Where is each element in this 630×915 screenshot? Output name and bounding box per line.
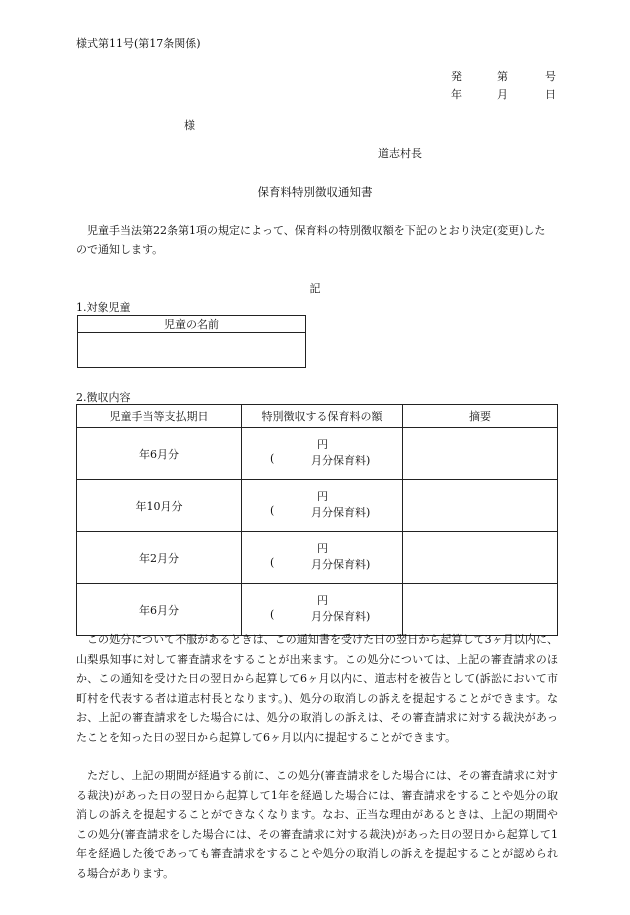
ki-label: 記 xyxy=(309,282,321,295)
issue-go: 号 xyxy=(545,70,556,83)
col-remarks: 摘要 xyxy=(403,405,558,428)
table-row xyxy=(77,532,558,584)
form-number: 様式第11号(第17条関係) xyxy=(76,37,201,50)
document-title: 保育料特別徴収通知書 xyxy=(257,185,373,199)
yen-label: 円 xyxy=(317,542,328,555)
child-name-header: 児童の名前 xyxy=(78,316,306,333)
amount-cell xyxy=(242,428,403,480)
date-month: 月 xyxy=(497,88,508,101)
amount-cell xyxy=(242,584,403,636)
table-row xyxy=(77,480,558,532)
period-cell: 年6月分 xyxy=(77,584,242,636)
issue-dai: 第 xyxy=(497,70,508,83)
date-year: 年 xyxy=(451,88,462,101)
yen-label: 円 xyxy=(317,490,328,503)
issue-hatsu: 発 xyxy=(451,70,462,83)
period-cell: 年6月分 xyxy=(77,428,242,480)
month-fee-label: 月分保育料) xyxy=(311,558,371,571)
intro-paragraph: 児童手当法第22条第1項の規定によって、保育料の特別徴収額を下記のとおり決定(変更)したので通知します。 xyxy=(76,224,546,256)
appeal-notice-paragraph: この処分について不服があるときは、この通知書を受けた日の翌日から起算して3ヶ月以内に、山梨県知事に対して審査請求をすることが出来ます。この処分については、上記の審査請求のほか、この通知を受けた日の翌日から起算して6ヶ月以内に、道志村を被告として(訴訟において市町村を代表する者は道志村長となります。)、処分の取消しの訴えを提起することができます。なお、上記の審査請求をした場合には、処分の取消しの訴えは、その審査請求に対する裁決があったことを知った日の翌日から起算して6ヶ月以内に提起することができます。 xyxy=(76,633,558,744)
appeal-limit-paragraph: ただし、上記の期間が経過する前に、この処分(審査請求をした場合には、その審査請求に対する裁決)があった日の翌日から起算して1年を経過した場合には、審査請求をすることや処分の取消しの訴えを提起することができなくなります。なお、正当な理由があるときは、上記の期間やこの処分(審査請求をした場合には、その審査請求に対する裁決)があった日の翌日から起算して1年を経過した後であっても審査請求をすることや処分の取消しの訴えを提起することが認められる場合があります。 xyxy=(76,769,558,880)
col-amount: 特別徴収する保育料の額 xyxy=(242,405,403,428)
col-payment-date: 児童手当等支払期日 xyxy=(77,405,242,428)
paren-open: ( xyxy=(270,556,275,569)
period-cell: 年10月分 xyxy=(77,480,242,532)
table-row xyxy=(77,584,558,636)
remarks-cell xyxy=(403,584,558,636)
month-fee-label: 月分保育料) xyxy=(311,610,371,623)
paren-open: ( xyxy=(270,504,275,517)
paren-open: ( xyxy=(270,608,275,621)
table-row xyxy=(77,428,558,480)
section2-heading: 2.徴収内容 xyxy=(76,391,131,404)
yen-label: 円 xyxy=(317,594,328,607)
remarks-cell xyxy=(403,532,558,584)
remarks-cell xyxy=(403,480,558,532)
yen-label: 円 xyxy=(317,438,328,451)
amount-cell xyxy=(242,480,403,532)
child-table xyxy=(77,315,306,368)
date-day: 日 xyxy=(545,88,556,101)
period-cell: 年2月分 xyxy=(77,532,242,584)
addressee-suffix: 様 xyxy=(184,119,195,132)
month-fee-label: 月分保育料) xyxy=(311,506,371,519)
month-fee-label: 月分保育料) xyxy=(311,454,371,467)
amount-cell xyxy=(242,532,403,584)
child-name-cell xyxy=(78,333,306,368)
section1-heading: 1.対象児童 xyxy=(76,301,131,314)
issuer-name: 道志村長 xyxy=(378,147,422,160)
paren-open: ( xyxy=(270,452,275,465)
collection-table xyxy=(76,404,558,636)
remarks-cell xyxy=(403,428,558,480)
